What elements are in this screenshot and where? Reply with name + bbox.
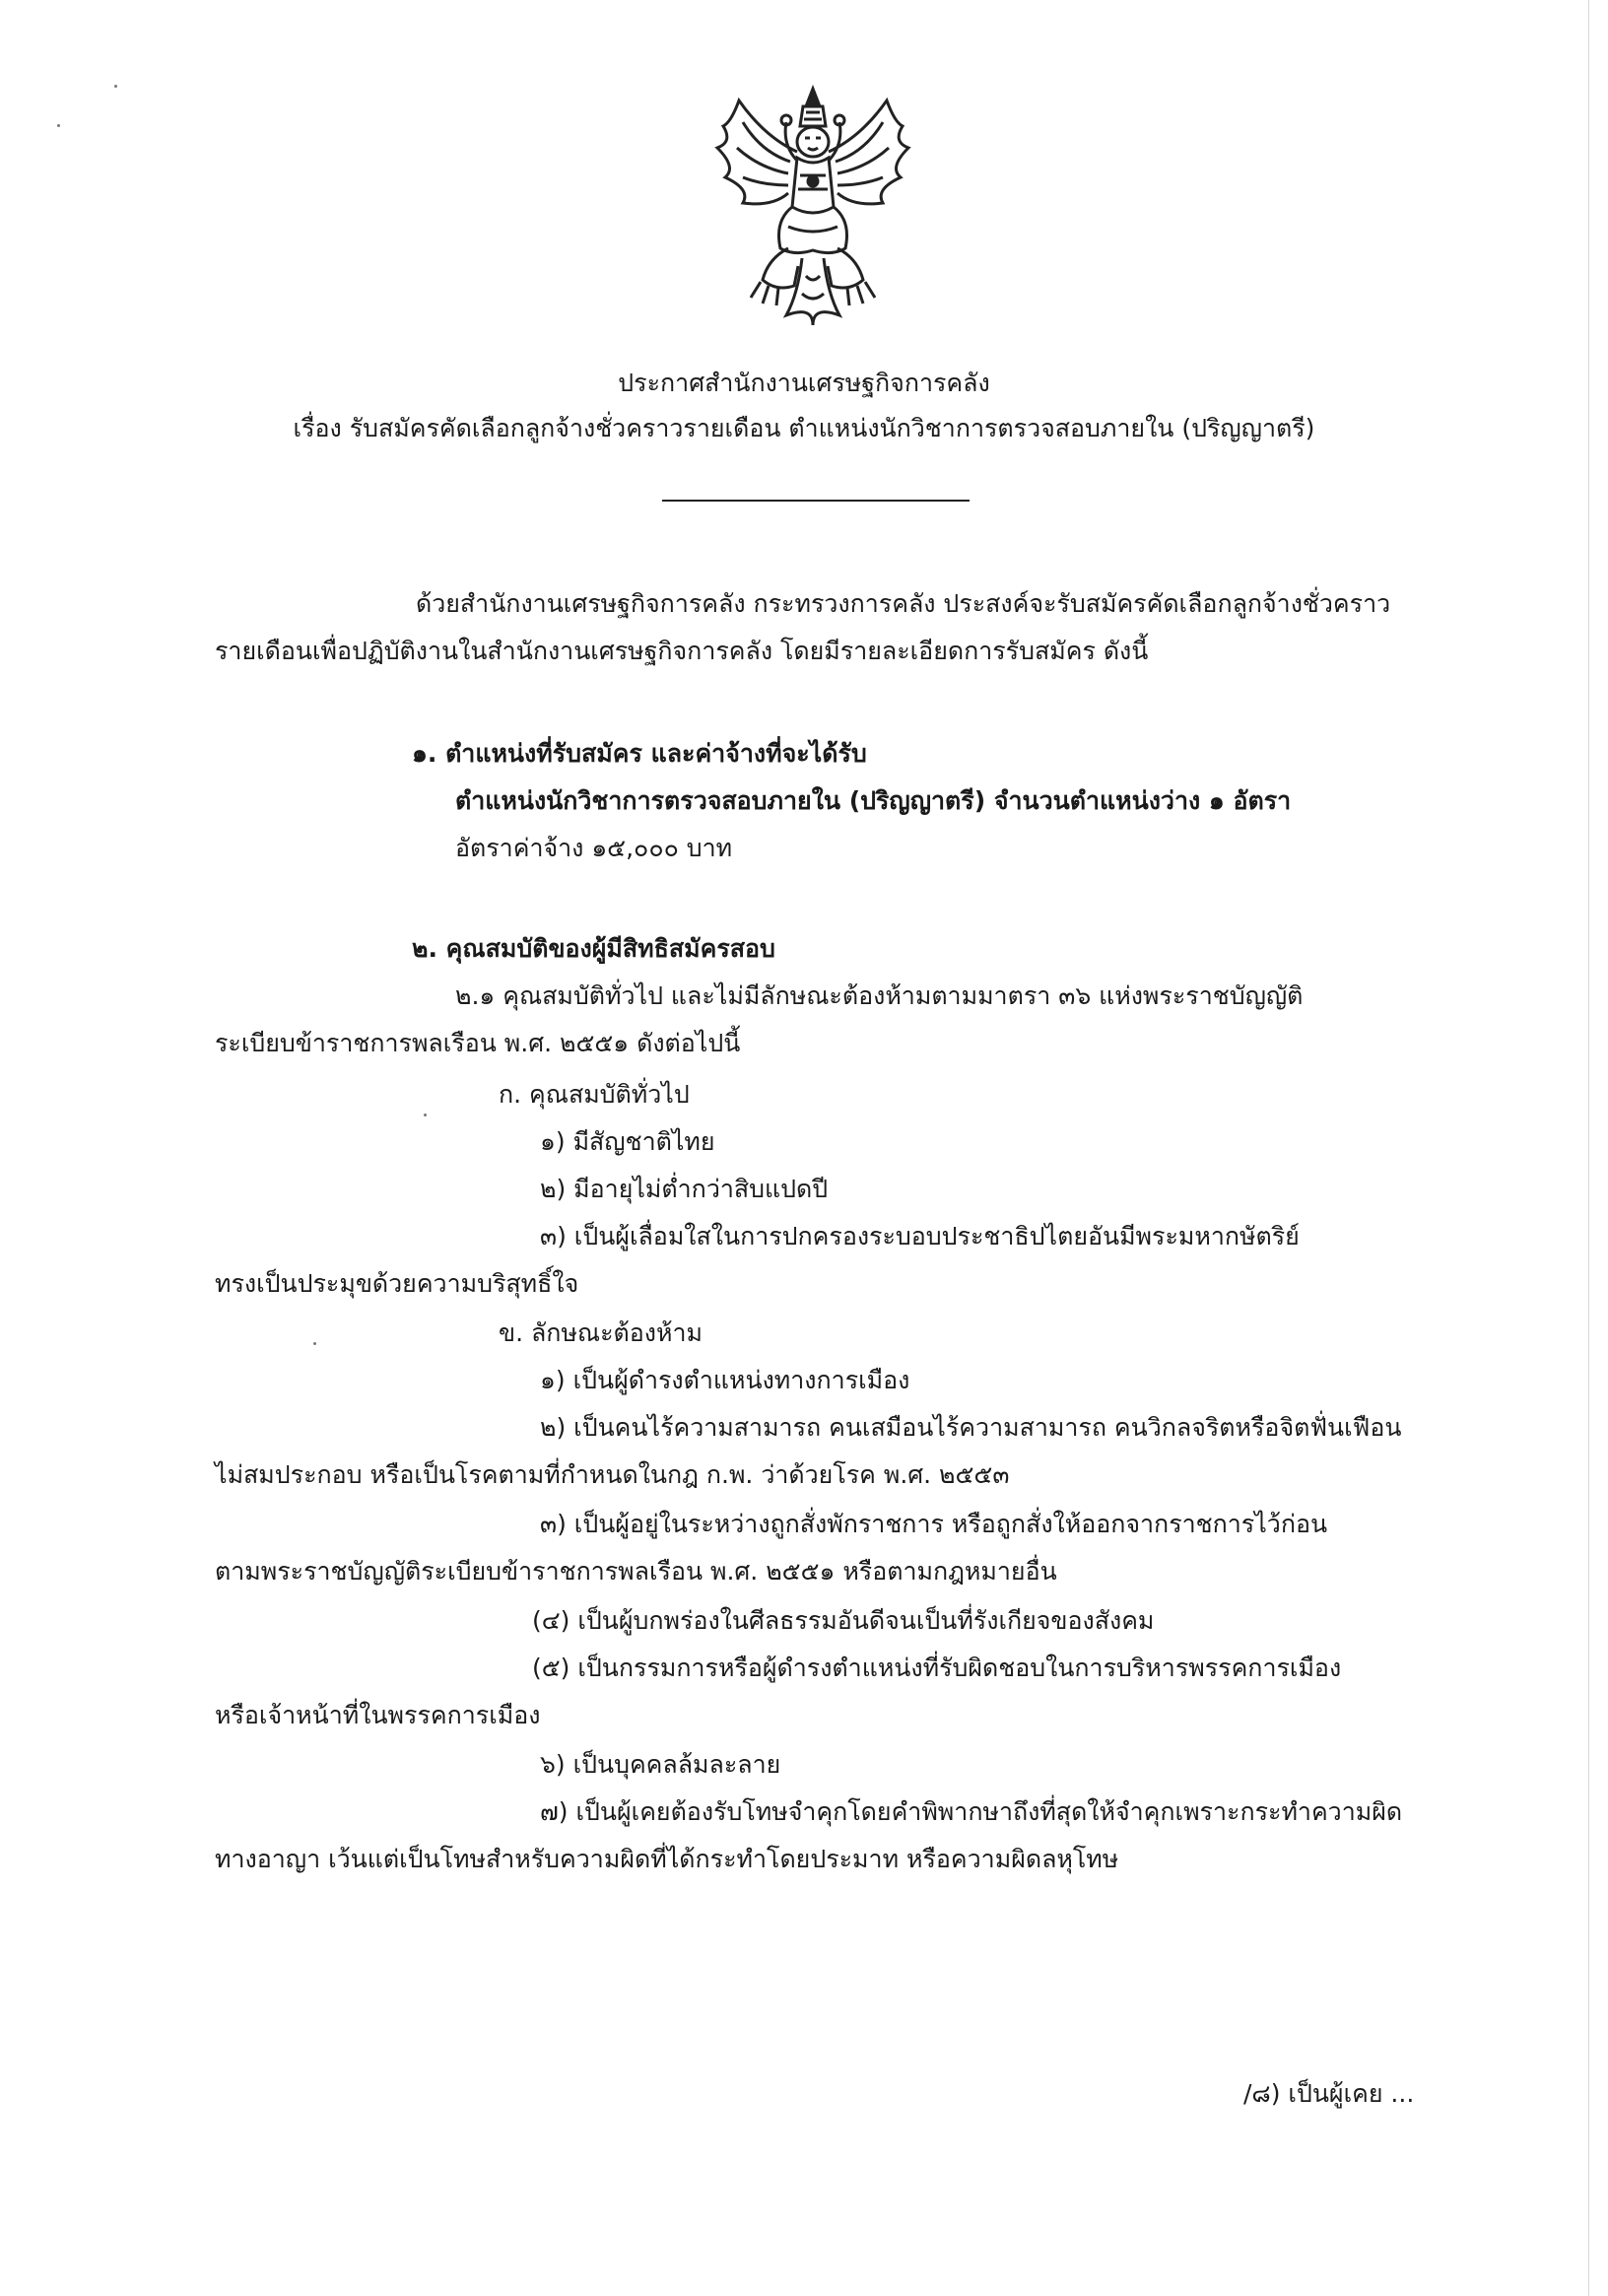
prohibited-item-3-line-2: ตามพระราชบัญญัติระเบียบข้าราชการพลเรือน พ.ศ. ๒๕๕๑ หรือตามกฎหมายอื่น [215,1557,1057,1586]
intro-line-2: รายเดือนเพื่อปฏิบัติงานในสำนักงานเศรษฐกิจการคลัง โดยมีรายละเอียดการรับสมัคร ดังนี้ [215,637,1149,665]
prohibited-heading: ข. ลักษณะต้องห้าม [499,1318,703,1347]
section-2-1-line-1: ๒.๑ คุณสมบัติทั่วไป และไม่มีลักษณะต้องห้ามตามมาตรา ๓๖ แห่งพระราชบัญญัติ [455,981,1304,1010]
prohibited-item-1: ๑) เป็นผู้ดำรงตำแหน่งทางการเมือง [540,1366,910,1394]
general-item-3-line-2: ทรงเป็นประมุขด้วยความบริสุทธิ์ใจ [215,1269,579,1298]
prohibited-item-7-line-1: ๗) เป็นผู้เคยต้องรับโทษจำคุกโดยคำพิพากษาถึงที่สุดให้จำคุกเพราะกระทำความผิด [540,1797,1403,1826]
general-qualifications-heading: ก. คุณสมบัติทั่วไป [499,1080,690,1109]
continuation-note: /๘) เป็นผู้เคย ... [1243,2079,1415,2108]
scan-speck [114,85,117,88]
announcement-title: ประกาศสำนักงานเศรษฐกิจการคลัง [618,369,990,397]
scan-speck [424,1114,427,1116]
prohibited-item-6: ๖) เป็นบุคคลล้มละลาย [540,1750,781,1779]
scan-speck [313,1342,316,1345]
scan-speck [57,124,60,127]
announcement-subject: เรื่อง รับสมัครคัดเลือกลูกจ้างชั่วคราวรายเดือน ตำแหน่งนักวิชาการตรวจสอบภายใน (ปริญญาตรี) [293,414,1315,442]
prohibited-item-4: (๔) เป็นผู้บกพร่องในศีลธรรมอันดีจนเป็นที่รังเกียจของสังคม [532,1606,1155,1635]
prohibited-item-5-line-1: (๕) เป็นกรรมการหรือผู้ดำรงตำแหน่งที่รับผิดชอบในการบริหารพรรคการเมือง [532,1654,1342,1682]
prohibited-item-5-line-2: หรือเจ้าหน้าที่ในพรรคการเมือง [215,1701,541,1729]
prohibited-item-7-line-2: ทางอาญา เว้นแต่เป็นโทษสำหรับความผิดที่ได้กระทำโดยประมาท หรือความผิดลหุโทษ [215,1845,1119,1873]
prohibited-item-3-line-1: ๓) เป็นผู้อยู่ในระหว่างถูกสั่งพักราชการ หรือถูกสั่งให้ออกจากราชการไว้ก่อน [540,1510,1328,1538]
general-item-3-line-1: ๓) เป็นผู้เลื่อมใสในการปกครองระบอบประชาธิปไตยอันมีพระมหากษัตริย์ [540,1222,1300,1250]
scan-edge-line [1588,0,1589,2296]
general-item-2: ๒) มีอายุไม่ต่ำกว่าสิบแปดปี [540,1175,829,1203]
section-1-heading: ๑. ตำแหน่งที่รับสมัคร และค่าจ้างที่จะได้รับ [412,739,867,768]
section-1-salary: อัตราค่าจ้าง ๑๕,๐๐๐ บาท [455,834,733,862]
prohibited-item-2-line-2: ไม่สมประกอบ หรือเป็นโรคตามที่กำหนดในกฎ ก.พ. ว่าด้วยโรค พ.ศ. ๒๕๕๓ [215,1460,1010,1489]
general-item-1: ๑) มีสัญชาติไทย [540,1127,715,1156]
prohibited-item-2-line-1: ๒) เป็นคนไร้ความสามารถ คนเสมือนไร้ความสามารถ คนวิกลจริตหรือจิตฟั่นเฟือน [540,1413,1402,1442]
intro-line-1: ด้วยสำนักงานเศรษฐกิจการคลัง กระทรวงการคลัง ประสงค์จะรับสมัครคัดเลือกลูกจ้างชั่วคราว [416,589,1391,618]
garuda-emblem-icon [704,83,922,329]
title-underline [662,500,970,502]
section-2-heading: ๒. คุณสมบัติของผู้มีสิทธิสมัครสอบ [412,934,775,963]
section-1-position: ตำแหน่งนักวิชาการตรวจสอบภายใน (ปริญญาตรี) จำนวนตำแหน่งว่าง ๑ อัตรา [455,786,1292,815]
section-2-1-line-2: ระเบียบข้าราชการพลเรือน พ.ศ. ๒๕๕๑ ดังต่อไปนี้ [215,1029,741,1057]
